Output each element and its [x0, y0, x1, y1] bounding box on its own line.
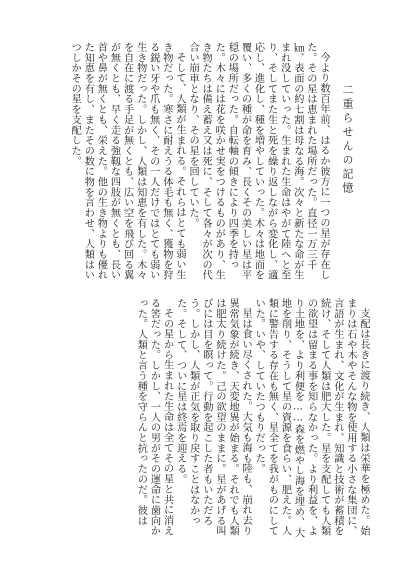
paragraph: その星から生まれた生命は全てその星と共に消える筈だった。しかし、一人の男がその運命に歯向かった。人類と言う種を守らんと抗ったのだ。彼は: [135, 298, 173, 537]
paragraph: 今より数百年前、はるか彼方に一つの星が存在した。その星は恵まれた場所だった。直径一万三千㎞、表面の約七割は母なる海。次々と新たな命が生まれ没していった。生まれた生命はやがて陸へと至り、そしてまた生と死を繰り返しながら変化し、適応し、進化し、種を増やしていった。木々は地面を覆い、多くの種が命を育み、長くその美しい星は平穏の場所だった。自転軸の傾きにより四季を持った。木々には花を咲かせ実をつけるものがあり、生き物たちは備え蓄え又は死に、そして各々が次の代合い崩車となり、その星を回していた。: [187, 42, 329, 281]
paragraph: そして、人類が生まれる。それらはとても弱い生き物だった。寒さに耐えうる体毛も無く、獲物を狩る鋭い牙や爪も無く、その一人だけではとても弱い生き物だった。しかし、人類は知恵を有した。木々を自在に渡る手足が無くとも、広い空を飛び回る翼が無くとも、早く走る強靱な四肢が無くとも、長い首や鼻が無くとも、栄えた。他の生き物よりも優れた知恵を有し、またその数に物を言わせ、人類はいつしかその星を支配した。: [69, 42, 185, 281]
upper-text-block: [62, 42, 330, 286]
paragraph: 支配は長きに渡り続き、人類は栄華を極めた。始まりは石や木やそんな物を使用する小さな集団に、言語が生まれ、文化が生まれ、知識と技術が蓄積を続け、そして人類は肥大した。星を支配しても人類の欲望は留まる事を知らなかった。より利益を、より土地を、より利便を……森を燃やし海を埋め、大地を削り、そうして星の資源を食らい、肥えた。人類に警告する存在も無く、星全てを我がものにしていた。いや、していたつもりだった。: [253, 298, 369, 538]
document-title: 二重らせんの記憶: [341, 84, 354, 196]
paragraph: 星は食い尽くされた。大気も海も陸も、崩れ去り異常気象が続き、天変地異が始まる。それでも人類は肥太り続けた。己の欲望のままに。星があげる叫びには目を瞑って。行動を起こした者もいただろう。しかし、人類が正気を取り戻すことはなかった。そして、ついに星は終焉を迎える。: [174, 298, 252, 537]
lower-text-block: [52, 298, 370, 544]
